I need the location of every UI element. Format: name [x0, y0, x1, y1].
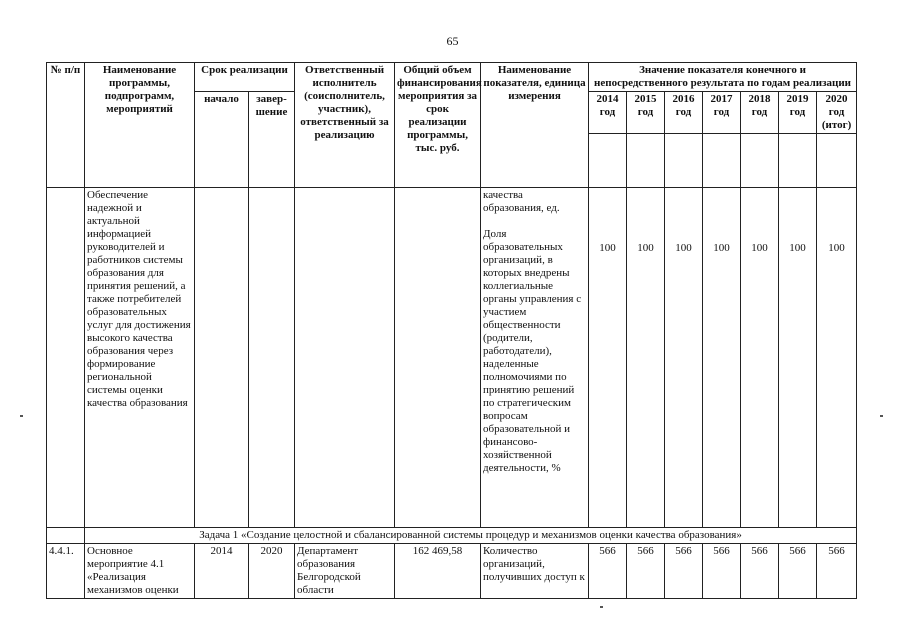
row-start: [195, 188, 249, 528]
header-term: Срок реализации: [195, 63, 295, 92]
row-value: 566: [665, 544, 703, 599]
scan-speck: [20, 415, 23, 417]
row-funding: [395, 188, 481, 528]
row-funding: 162 469,58: [395, 544, 481, 599]
row-num: 4.4.1.: [47, 544, 85, 599]
header-funding: Общий объем финансирования мероприятия за срок реализации программы, тыс. руб.: [395, 63, 481, 188]
header-year: 2014 год: [589, 92, 627, 134]
row-executor: [295, 188, 395, 528]
row-end: 2020: [249, 544, 295, 599]
table-row: [47, 188, 857, 528]
table-row: [47, 544, 857, 599]
row-value: 566: [817, 544, 857, 599]
row-executor: Департамент образования Белгородской области: [295, 544, 395, 599]
header-year: 2018 год: [741, 92, 779, 134]
task-title: Задача 1 «Создание целостной и сбалансированной системы процедур и механизмов оценки качества образования»: [85, 528, 857, 544]
row-value: 100: [703, 188, 741, 528]
row-num: [47, 188, 85, 528]
page-number: 65: [446, 34, 459, 48]
row-start: 2014: [195, 544, 249, 599]
row-value: 100: [779, 188, 817, 528]
header-year: 2016 год: [665, 92, 703, 134]
row-end: [249, 188, 295, 528]
header-row-1: [47, 63, 857, 92]
header-values-group: Значение показателя конечного и непосредственного результата по годам реализации: [589, 63, 857, 92]
header-num: № п/п: [47, 63, 85, 188]
row-value: 566: [779, 544, 817, 599]
row-value: 100: [589, 188, 627, 528]
indicator-text-2: Доля образовательных организаций, в которых внедрены коллегиальные органы управления с участием общественности (родители, работодатели), наделенные полномочиями по принятию решений по стратегическим вопросам образовательной и финансово-хозяйственной деятельности, %: [483, 228, 582, 474]
header-name: Наименование программы, подпрограмм, мероприятий: [85, 63, 195, 188]
row-value: 100: [627, 188, 665, 528]
row-value: 566: [741, 544, 779, 599]
scan-speck: [880, 415, 883, 417]
row-name: Обеспечение надежной и актуальной информацией руководителей и работников системы образования для принятия решений, а также потребителей образовательных услуг для достижения высокого качества образования через формирование региональной системы оценки качества образования: [85, 188, 195, 528]
scan-speck: [600, 606, 603, 608]
header-term-end: завер-шение: [249, 92, 295, 188]
row-value: 100: [665, 188, 703, 528]
row-value: 100: [817, 188, 857, 528]
row-indicator: Количество организаций, получивших доступ к: [481, 544, 589, 599]
header-indicator: Наименование показателя, единица измерения: [481, 63, 589, 188]
task-row: [47, 528, 857, 544]
program-table: [46, 62, 857, 599]
header-term-start: начало: [195, 92, 249, 188]
row-name: Основное мероприятие 4.1 «Реализация механизмов оценки: [85, 544, 195, 599]
indicator-text-1: качества образования, ед.: [483, 189, 560, 214]
row-value: 566: [589, 544, 627, 599]
header-year: 2020 год (итог): [817, 92, 857, 134]
header-executor: Ответственный исполнитель (соисполнитель, участник), ответственный за реализацию: [295, 63, 395, 188]
row-indicator: [481, 188, 589, 528]
row-value: 566: [703, 544, 741, 599]
header-year: 2015 год: [627, 92, 665, 134]
row-value: 566: [627, 544, 665, 599]
header-year: 2017 год: [703, 92, 741, 134]
row-value: 100: [741, 188, 779, 528]
header-year: 2019 год: [779, 92, 817, 134]
